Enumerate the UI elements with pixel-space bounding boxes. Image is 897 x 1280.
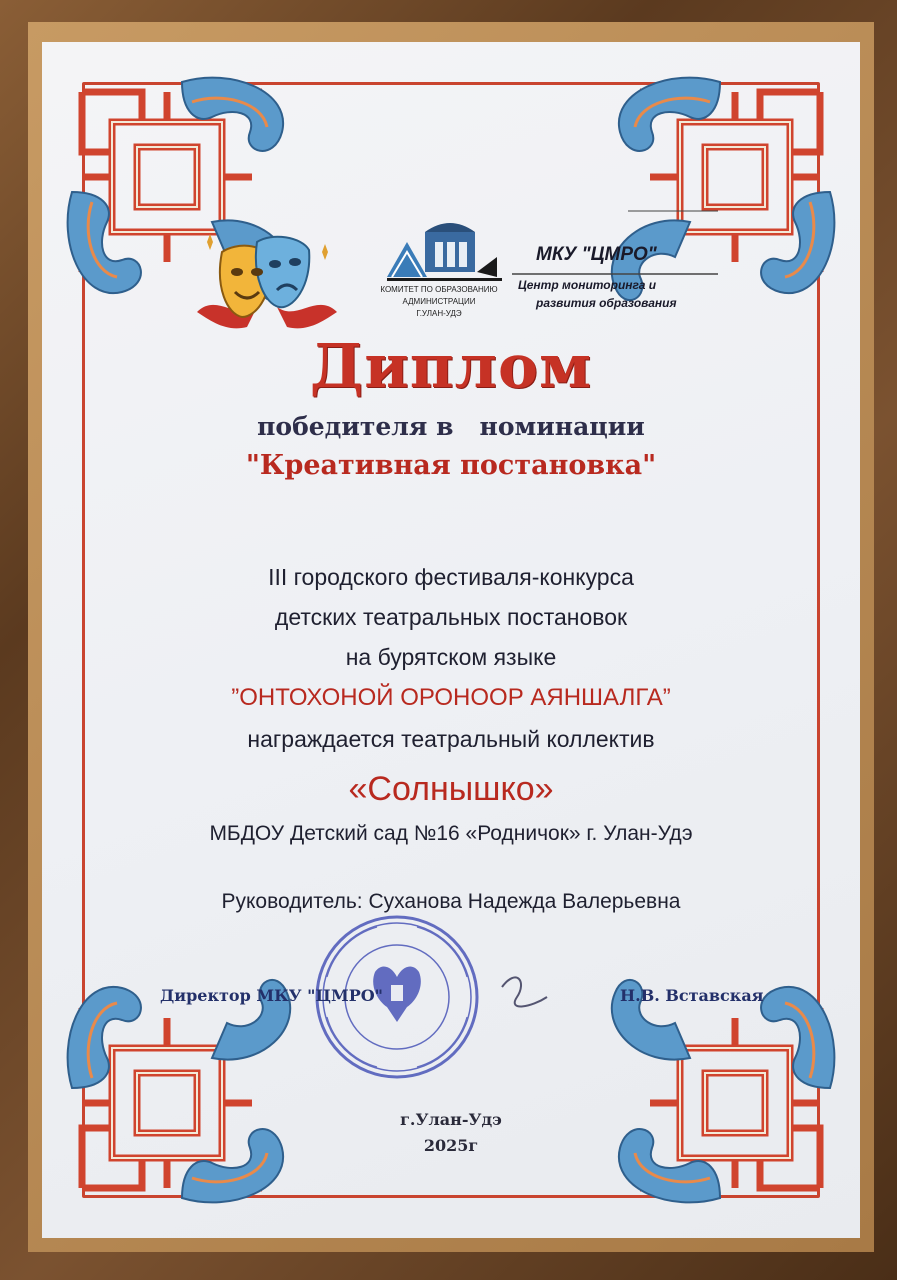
collective-name: «Солнышко» [348,770,554,808]
director-title: Директор МКУ "ЦМРО" [160,986,383,1005]
corner-ornament-icon [612,78,835,300]
corner-ornament-icon [612,980,835,1202]
ornament-layer [42,42,860,1238]
festival-line-2: детских театральных постановок [274,604,628,630]
committee-name-line3: Г.УЛАН-УДЭ [416,309,462,318]
leader-name: Руководитель: Суханова Надежда Валерьевна [221,890,681,913]
festival-line-3: на бурятском языке [345,644,557,670]
corner-ornament-icon [68,980,291,1202]
committee-name-line2: АДМИНИСТРАЦИИ [402,297,476,306]
diploma-paper [42,42,860,1238]
footer-year: 2025г [423,1136,479,1155]
festival-line-1: III городского фестиваля-конкурса [268,564,634,590]
mku-subtitle-line1: Центр мониторинга и [518,278,657,292]
footer-city: г.Улан-Удэ [400,1110,502,1129]
festival-name: ”ОНТОХОНОЙ ОРОНООР АЯНШАЛГА” [231,684,671,711]
diploma-title: Диплом [309,332,593,402]
institution-name: МБДОУ Детский сад №16 «Родничок» г. Улан-Удэ [209,822,693,845]
mku-title: МКУ "ЦМРО" [536,244,657,265]
nomination-name: "Креативная постановка" [245,450,657,481]
director-name: Н.В. Вставская [620,986,764,1005]
committee-name-line1: КОМИТЕТ ПО ОБРАЗОВАНИЮ [380,285,498,294]
theater-masks-icon [197,234,337,328]
mku-subtitle-line2: развития образования [536,296,677,310]
award-line: награждается театральный коллектив [247,726,655,752]
diploma-subtitle: победителя в номинации [257,412,645,441]
committee-logo-icon [387,223,502,281]
